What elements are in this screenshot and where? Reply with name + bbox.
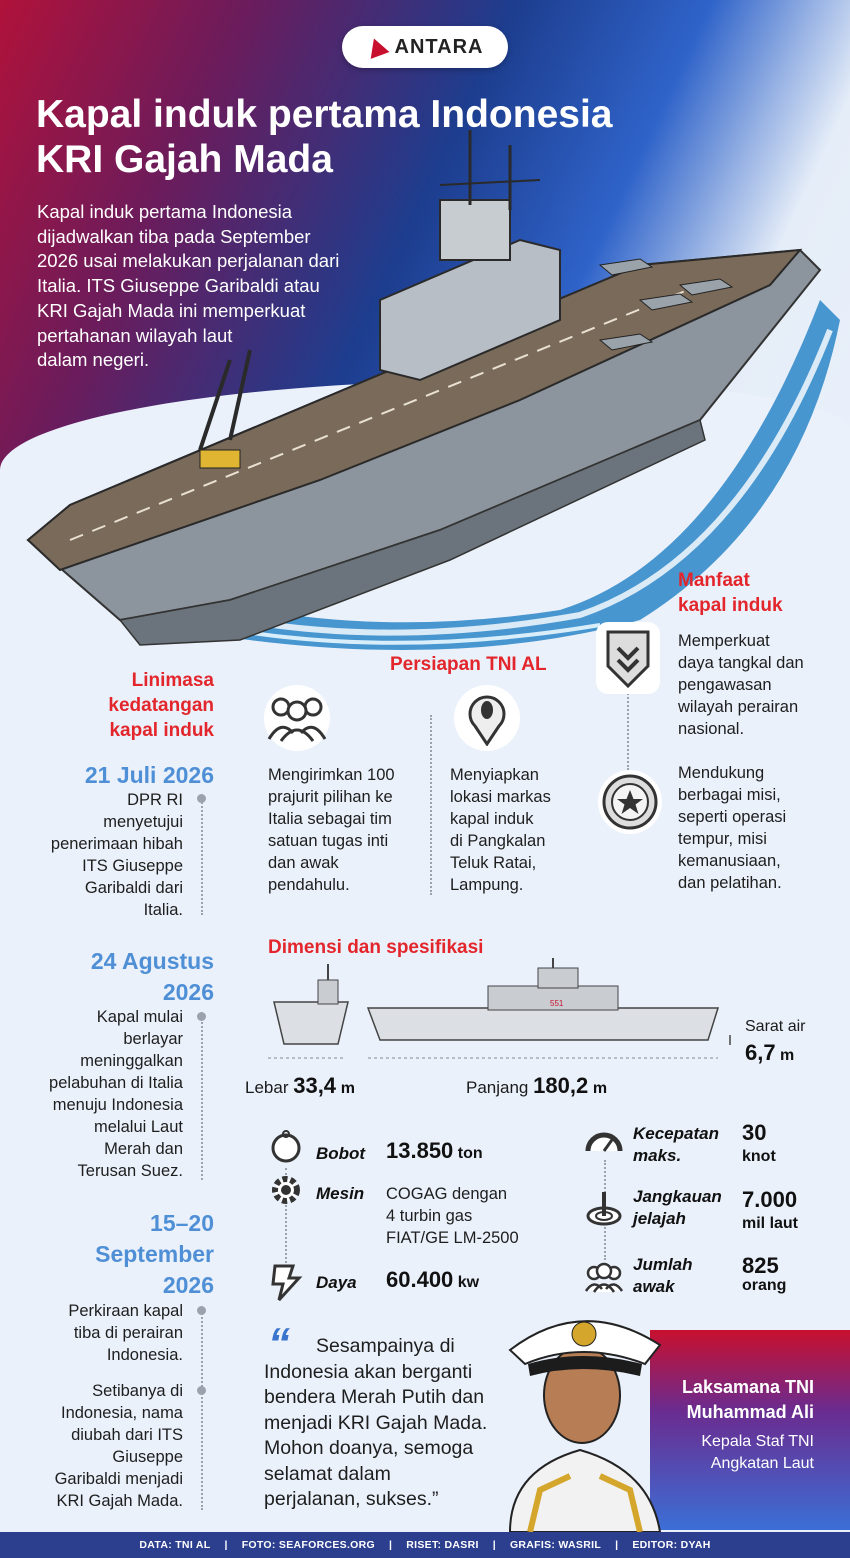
timeline-text <box>20 1380 183 1512</box>
text-line: prajurit pilihan ke <box>268 788 393 806</box>
jangkauan-unit: mil laut <box>742 1215 799 1232</box>
text-line: wilayah perairan <box>678 698 799 716</box>
timeline-text <box>20 1006 183 1182</box>
credit-grafis: GRAFIS: WASRIL <box>509 1539 602 1551</box>
shield-chevron-icon <box>596 622 660 694</box>
text-line: lokasi markas <box>450 788 551 806</box>
hull-number: 551 <box>550 999 564 1008</box>
text-line: Merah dan <box>104 1140 183 1158</box>
text-line: Giuseppe <box>112 1448 183 1466</box>
title-line: kapal induk <box>678 595 783 616</box>
quote-line: selamat dalam <box>264 1462 391 1485</box>
text-line: ITS Giuseppe <box>82 857 183 875</box>
text-line: menyetujui <box>103 813 183 831</box>
credit-separator: | <box>615 1539 619 1551</box>
text-line: tempur, misi <box>678 830 767 848</box>
divider-line <box>627 690 629 770</box>
timeline-dot <box>197 1386 206 1395</box>
speaker-role <box>640 1431 814 1475</box>
speaker-role-line: Angkatan Laut <box>710 1455 814 1472</box>
mesin-text <box>386 1183 566 1249</box>
jangkauan-value: 7.000 <box>742 1187 798 1212</box>
panjang-value: 180,2 <box>533 1073 589 1098</box>
intro-line: dijadwalkan tiba pada September <box>37 225 311 247</box>
text-line: FIAT/GE LM-2500 <box>386 1229 519 1247</box>
crew-icon <box>584 1258 624 1294</box>
credit-separator: | <box>224 1539 228 1551</box>
date-line: 2026 <box>162 979 214 1005</box>
quote-line: Sesampainya di <box>316 1335 455 1357</box>
text-line: dan awak <box>268 854 339 872</box>
text-line: pendahulu. <box>268 876 350 894</box>
lebar-spec <box>245 1073 355 1099</box>
sarat-label: Sarat air <box>745 1018 806 1035</box>
text-line: Garibaldi menjadi <box>54 1470 183 1488</box>
daya-unit: kw <box>457 1274 480 1291</box>
text-line: Italia. <box>143 901 183 919</box>
quote-line: Mohon doanya, semoga <box>264 1437 474 1459</box>
speedometer-icon <box>584 1122 624 1158</box>
dimensi-title: Dimensi dan spesifikasi <box>268 937 484 958</box>
timeline-line <box>201 1015 203 1180</box>
text-line: DPR RI <box>127 791 183 809</box>
jangkauan-spec <box>742 1188 798 1236</box>
intro-line: Kapal induk pertama Indonesia <box>37 201 293 222</box>
text-line: Setibanya di <box>92 1382 183 1400</box>
date-line: 15–20 <box>150 1210 214 1236</box>
text-line: Menyiapkan <box>450 766 539 784</box>
timeline-date <box>20 760 214 791</box>
timeline-text <box>20 1300 183 1366</box>
text-line: dan pelatihan. <box>678 874 782 892</box>
lightning-power-icon <box>268 1262 304 1302</box>
intro-line: 2026 usai melakukan perjalanan dari <box>37 250 340 272</box>
credit-separator: | <box>388 1539 393 1551</box>
text-line: Terusan Suez. <box>77 1162 183 1180</box>
text-line: Indonesia, nama <box>60 1404 183 1422</box>
title-line: Manfaat <box>678 570 750 591</box>
timeline-text <box>20 789 183 921</box>
manfaat-text-1 <box>678 630 828 740</box>
sarat-value: 6,7 <box>745 1040 776 1065</box>
intro-line: Italia. ITS Giuseppe Garibaldi atau <box>37 275 320 297</box>
jumlah-awak-spec <box>742 1253 787 1296</box>
antara-logo-text: ANTARA <box>394 35 484 58</box>
credit-data: DATA: TNI AL <box>139 1539 211 1551</box>
bobot-label: Bobot <box>316 1144 366 1163</box>
text-line: di Pangkalan <box>450 832 546 850</box>
date-line: September <box>95 1241 214 1267</box>
intro-line: KRI Gajah Mada ini memperkuat <box>37 299 306 321</box>
sarat-unit: m <box>780 1047 795 1064</box>
text-line: kemanusiaan, <box>678 852 781 870</box>
mesin-label: Mesin <box>316 1184 365 1203</box>
text-line: Kapal mulai <box>96 1008 183 1026</box>
quote-line: menjadi KRI Gajah Mada. <box>264 1411 488 1434</box>
manfaat-text-2 <box>678 762 828 894</box>
people-group-icon <box>264 685 330 751</box>
text-line: nasional. <box>678 720 745 738</box>
ship-dimension-diagram <box>268 958 828 1068</box>
manfaat-title <box>678 568 783 618</box>
text-line: Perkiraan kapal <box>68 1302 183 1320</box>
text-line: diubah dari ITS <box>71 1426 183 1444</box>
persiapan-title: Persiapan TNI AL <box>390 654 547 675</box>
credit-separator: | <box>492 1539 496 1551</box>
speaker-name-line: Laksamana TNI <box>681 1377 814 1397</box>
sarat-spec <box>745 1040 794 1066</box>
divider-line <box>430 715 432 895</box>
lebar-unit: m <box>340 1080 356 1097</box>
daya-label: Daya <box>316 1273 357 1292</box>
timeline-title-line: kapal induk <box>109 720 214 741</box>
daya-spec <box>386 1267 479 1293</box>
text-line: menuju Indonesia <box>52 1096 183 1114</box>
text-line: berlayar <box>123 1030 183 1048</box>
aircraft-carrier-illustration <box>0 0 850 660</box>
title-line-2: KRI Gajah Mada <box>36 138 333 181</box>
speaker-role-line: Kepala Staf TNI <box>701 1433 814 1450</box>
quote-line: perjalanan, sukses.” <box>264 1488 439 1510</box>
text-line: 4 turbin gas <box>386 1207 473 1225</box>
quote-text <box>264 1334 524 1513</box>
weight-icon <box>268 1128 304 1164</box>
label-line: awak <box>633 1277 675 1296</box>
jangkauan-label <box>633 1186 722 1230</box>
credit-riset: RISET: DASRI <box>406 1539 479 1551</box>
kecepatan-value: 30 <box>742 1120 767 1145</box>
intro-line: dalam negeri. <box>37 349 150 371</box>
text-line: Mendukung <box>678 764 765 782</box>
persiapan-text-2 <box>450 764 590 896</box>
text-line: seperti operasi <box>678 808 787 826</box>
radar-range-icon <box>584 1188 624 1228</box>
text-line: pelabuhan di Italia <box>49 1074 183 1092</box>
label-line: Jumlah <box>633 1255 693 1274</box>
text-line: COGAG dengan <box>386 1185 508 1203</box>
credit-foto: FOTO: SEAFORCES.ORG <box>241 1539 375 1551</box>
credits-footer <box>0 1532 850 1558</box>
text-line: Memperkuat <box>678 632 770 650</box>
label-line: Kecepatan <box>633 1124 719 1143</box>
text-line: KRI Gajah Mada. <box>56 1492 183 1510</box>
panjang-unit: m <box>592 1080 608 1097</box>
lebar-label: Lebar <box>245 1078 289 1097</box>
star-badge-icon <box>598 770 662 834</box>
quote-line: bendera Merah Putih dan <box>264 1386 485 1408</box>
text-line: Italia sebagai tim <box>268 810 392 828</box>
text-line: Mengirimkan 100 <box>268 766 395 784</box>
persiapan-text-1 <box>268 764 428 896</box>
text-line: tiba di perairan <box>73 1324 183 1342</box>
jumlah-awak-unit: orang <box>742 1277 787 1294</box>
timeline-line <box>201 1310 203 1510</box>
engine-gear-icon <box>268 1172 304 1208</box>
label-line: Jangkauan <box>633 1187 722 1206</box>
text-line: Indonesia. <box>106 1346 183 1364</box>
timeline-date <box>20 946 214 1008</box>
speaker-name <box>640 1375 814 1425</box>
label-line: maks. <box>633 1146 682 1165</box>
timeline-title-line: Linimasa <box>131 670 214 691</box>
intro-line: pertahanan wilayah laut <box>37 324 233 346</box>
text-line: kapal induk <box>450 810 534 828</box>
timeline-line <box>201 795 203 915</box>
bobot-value: 13.850 <box>386 1138 454 1163</box>
timeline-title-line: kedatangan <box>108 695 214 716</box>
timeline-dot <box>197 1012 206 1021</box>
kecepatan-spec <box>742 1121 776 1169</box>
timeline-dot <box>197 1306 206 1315</box>
timeline-date <box>20 1208 214 1301</box>
text-line: satuan tugas inti <box>268 832 389 850</box>
speaker-name-line: Muhammad Ali <box>686 1402 814 1422</box>
jumlah-awak-label <box>633 1254 693 1298</box>
text-line: meninggalkan <box>80 1052 183 1070</box>
label-line: jelajah <box>633 1209 686 1228</box>
panjang-label: Panjang <box>466 1078 529 1097</box>
timeline-dot <box>197 794 206 803</box>
quote-mark-icon: “ <box>268 1319 290 1368</box>
text-line: berbagai misi, <box>678 786 781 804</box>
lebar-value: 33,4 <box>293 1073 337 1098</box>
daya-value: 60.400 <box>386 1267 454 1292</box>
panjang-spec <box>466 1073 607 1099</box>
text-line: Teluk Ratai, <box>450 854 537 872</box>
title-line-1: Kapal induk pertama Indonesia <box>36 93 613 136</box>
timeline-title <box>60 668 214 743</box>
credit-editor: EDITOR: DYAH <box>632 1539 711 1551</box>
kecepatan-label <box>633 1123 719 1167</box>
bobot-unit: ton <box>457 1145 483 1162</box>
text-line: Garibaldi dari <box>84 879 183 897</box>
date-line: 21 Juli 2026 <box>84 762 214 788</box>
text-line: daya tangkal dan <box>678 654 804 672</box>
date-line: 24 Agustus <box>90 948 214 974</box>
text-line: penerimaan hibah <box>50 835 183 853</box>
quote-line: Indonesia akan berganti <box>264 1360 473 1383</box>
text-line: pengawasan <box>678 676 772 694</box>
location-pin-icon <box>454 685 520 751</box>
jumlah-awak-value: 825 <box>742 1253 779 1278</box>
date-line: 2026 <box>162 1272 214 1298</box>
kecepatan-unit: knot <box>742 1148 776 1165</box>
bobot-spec <box>386 1138 483 1164</box>
text-line: Lampung. <box>450 876 524 894</box>
text-line: melalui Laut <box>94 1118 183 1136</box>
